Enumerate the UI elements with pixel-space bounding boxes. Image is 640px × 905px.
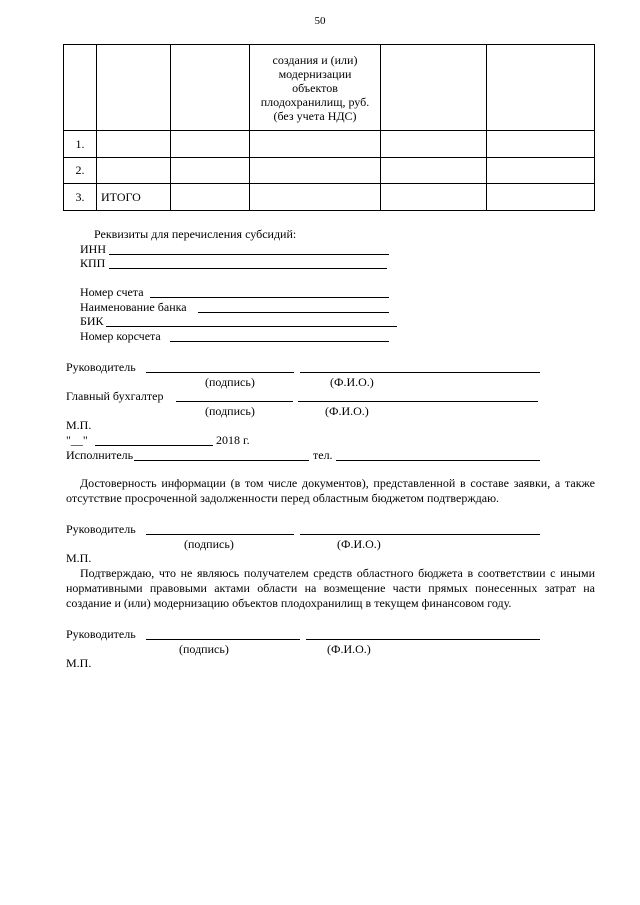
row-number: 1. [64, 131, 97, 158]
kpp-label: КПП [80, 256, 106, 270]
row-name [97, 131, 171, 158]
tel-field[interactable] [336, 460, 540, 461]
row-name: ИТОГО [97, 184, 171, 211]
signature-caption: (подпись) [179, 642, 229, 656]
bik-label: БИК [80, 314, 104, 328]
corr-label: Номер корсчета [80, 329, 161, 343]
signature-caption: (подпись) [205, 375, 255, 389]
stamp-mark: М.П. [66, 418, 92, 432]
fio-caption: (Ф.И.О.) [325, 404, 369, 418]
fio-caption: (Ф.И.О.) [337, 537, 381, 551]
table-header-row [64, 45, 595, 131]
accountant-fio-field[interactable] [298, 401, 538, 402]
stamp-mark: М.П. [66, 656, 92, 670]
row-number: 3. [64, 184, 97, 211]
kpp-field[interactable] [109, 268, 387, 269]
date-prefix: "__" [66, 433, 88, 447]
account-field[interactable] [150, 297, 389, 298]
signature-caption: (подпись) [205, 404, 255, 418]
head-fio-field[interactable] [300, 534, 540, 535]
executor-field[interactable] [134, 460, 309, 461]
fio-caption: (Ф.И.О.) [330, 375, 374, 389]
accountant-signature-field[interactable] [176, 401, 293, 402]
header-cell: создания и (или) модернизации объектов плодохранилищ, руб. (без учета НДС) [250, 45, 381, 131]
stamp-mark: М.П. [66, 551, 92, 565]
head-label: Руководитель [66, 360, 136, 374]
row-number: 2. [64, 158, 97, 184]
fio-caption: (Ф.И.О.) [327, 642, 371, 656]
bik-field[interactable] [106, 326, 397, 327]
head-fio-field[interactable] [306, 639, 540, 640]
bank-field[interactable] [198, 312, 389, 313]
subsidy-table [63, 44, 595, 211]
inn-label: ИНН [80, 242, 106, 256]
accountant-label: Главный бухгалтер [66, 389, 164, 403]
signature-caption: (подпись) [184, 537, 234, 551]
date-field[interactable] [95, 445, 213, 446]
confirmation-paragraph-2: Подтверждаю, что не являюсь получателем средств областного бюджета в соответствии с иными нормативными правовыми актами области на возмещение части прямых понесенных затрат на создание и (или) модернизацию объектов плодохранилищ в текущем финансовом году. [66, 566, 595, 610]
head-label: Руководитель [66, 627, 136, 641]
requisites-title: Реквизиты для перечисления субсидий: [94, 227, 297, 241]
head-signature-field[interactable] [146, 534, 294, 535]
corr-field[interactable] [170, 341, 389, 342]
head-fio-field[interactable] [300, 372, 540, 373]
table-row [64, 158, 595, 184]
inn-field[interactable] [109, 254, 389, 255]
account-label: Номер счета [80, 285, 144, 299]
table-row [64, 184, 595, 211]
row-name [97, 158, 171, 184]
bank-label: Наименование банка [80, 300, 187, 314]
head-signature-field[interactable] [146, 372, 294, 373]
confirmation-paragraph-1: Достоверность информации (в том числе документов), представленной в составе заявки, а также отсутствие просроченной задолженности перед областным бюджетом подтверждаю. [66, 476, 595, 505]
tel-label: тел. [313, 448, 333, 462]
head-signature-field[interactable] [146, 639, 300, 640]
page-number: 50 [314, 15, 326, 27]
head-label: Руководитель [66, 522, 136, 536]
table-row [64, 131, 595, 158]
date-year: 2018 г. [216, 433, 250, 447]
executor-label: Исполнитель [66, 448, 134, 462]
